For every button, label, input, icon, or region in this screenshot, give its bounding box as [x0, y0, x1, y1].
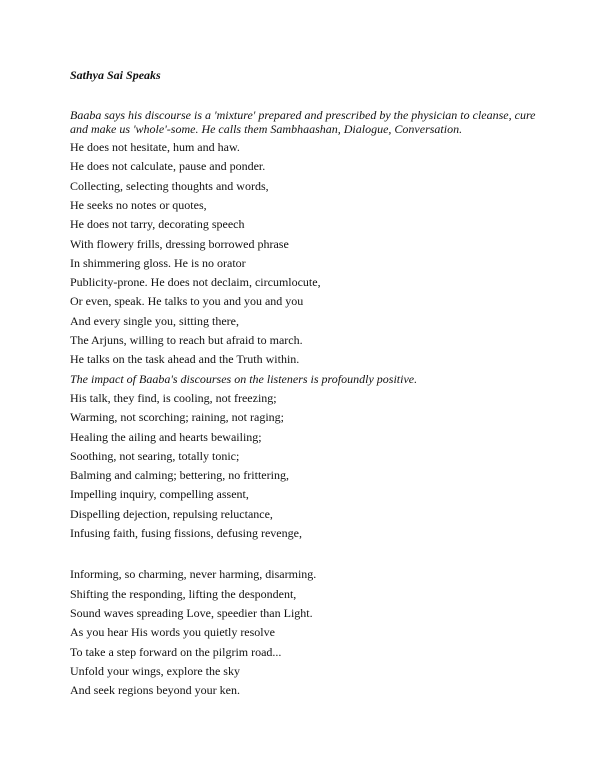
- poem-line: Warming, not scorching; raining, not raging;: [70, 410, 284, 425]
- poem-line: With flowery frills, dressing borrowed phrase: [70, 236, 289, 251]
- poem-line: Informing, so charming, never harming, disarming.: [70, 567, 317, 582]
- poem-line: Collecting, selecting thoughts and words,: [70, 178, 269, 193]
- poem-line: In shimmering gloss. He is no orator: [70, 255, 246, 270]
- intro-paragraph: [70, 108, 540, 136]
- poem-line: Infusing faith, fusing fissions, defusing revenge,: [70, 526, 302, 540]
- poem-line: Or even, speak. He talks to you and you and you: [70, 294, 304, 309]
- poem-line: The Arjuns, willing to reach but afraid to march.: [70, 333, 303, 347]
- poem-line: He talks on the task ahead and the Truth within.: [70, 352, 300, 367]
- poem-line: Healing the ailing and hearts bewailing;: [70, 429, 262, 444]
- poem-line: Sound waves spreading Love, speedier than Light.: [70, 605, 313, 620]
- poem-line: Impelling inquiry, compelling assent,: [70, 487, 249, 502]
- poem-line: Shifting the responding, lifting the despondent,: [70, 586, 297, 601]
- intro-line: Baaba says his discourse is a 'mixture' prepared and prescribed by the physician to cleanse, cure: [70, 108, 536, 122]
- poem-line: Publicity-prone. He does not declaim, circumlocute,: [70, 275, 321, 290]
- poem-line: He seeks no notes or quotes,: [70, 197, 207, 212]
- intro-line: and make us 'whole'-some. He calls them Sambhaashan, Dialogue, Conversation.: [70, 122, 463, 136]
- poem-line: To take a step forward on the pilgrim road...: [70, 644, 282, 659]
- poem-line: And seek regions beyond your ken.: [70, 683, 240, 698]
- poem-line: Balming and calming; bettering, no frittering,: [70, 468, 289, 483]
- poem-line: Unfold your wings, explore the sky: [70, 663, 240, 678]
- poem-line: He does not tarry, decorating speech: [70, 217, 245, 232]
- poem-line: As you hear His words you quietly resolve: [70, 625, 275, 640]
- poem-line: Dispelling dejection, repulsing reluctance,: [70, 506, 273, 521]
- document-title: Sathya Sai Speaks: [70, 68, 161, 82]
- interlude-line: The impact of Baaba's discourses on the listeners is profoundly positive.: [70, 371, 418, 386]
- poem-line: And every single you, sitting there,: [70, 313, 239, 328]
- poem-line: He does not hesitate, hum and haw.: [70, 140, 240, 154]
- poem-line: His talk, they find, is cooling, not freezing;: [70, 390, 277, 405]
- poem-line: Soothing, not searing, totally tonic;: [70, 448, 240, 463]
- poem-line: He does not calculate, pause and ponder.: [70, 159, 266, 174]
